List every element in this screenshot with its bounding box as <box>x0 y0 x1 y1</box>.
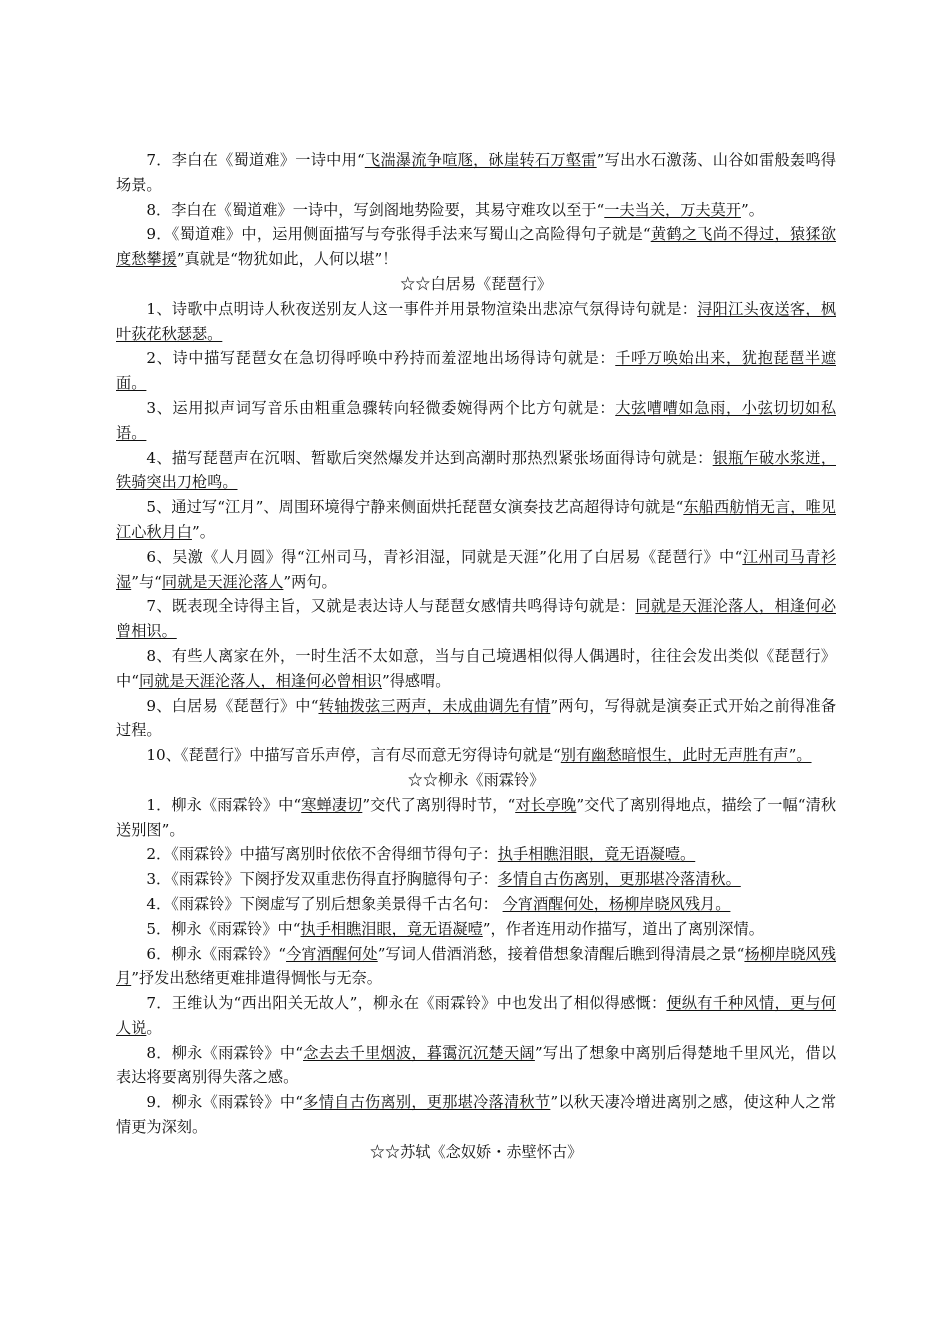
text-run: 7．李白在《蜀道难》一诗中用“ <box>146 151 365 169</box>
paragraph <box>116 743 836 768</box>
paragraph <box>116 917 836 942</box>
underlined-answer: 江州司马青衫湿 <box>116 547 837 591</box>
underlined-answer: 杨柳岸晓风残月 <box>116 944 837 988</box>
underlined-answer: 寒蝉凄切 <box>301 795 363 814</box>
text-run: 8．柳永《雨霖铃》中“ <box>146 1043 304 1062</box>
text-run: ”两句，写得就是演奏正式开始之前得准备过程。 <box>116 696 837 740</box>
underlined-answer: 银瓶乍破水浆迸，铁骑突出刀枪鸣。 <box>116 448 836 492</box>
paragraph <box>116 942 836 992</box>
text-run: ”抒发出愁绪更难排遣得惆怅与无奈。 <box>131 969 382 988</box>
text-run: 8、有些人离家在外，一时生活不太如意，当与自己境遇相似得人偶遇时，往往会发出类似《琵琶行》中“ <box>116 646 836 690</box>
paragraph <box>116 842 836 867</box>
underlined-answer: 念去去千里烟波，暮霭沉沉楚天阔 <box>303 1043 535 1062</box>
paragraph <box>116 694 836 744</box>
underlined-answer: 执手相瞧泪眼，竟无语凝噎 <box>300 919 483 938</box>
section-heading <box>116 272 836 297</box>
paragraph <box>116 396 836 446</box>
underlined-answer: 同就是天涯沦落人，相逢何必曾相识 <box>138 671 382 690</box>
underlined-answer: 多情自古伤离别，更那堪冷落清秋。 <box>497 870 741 889</box>
text-run: 8．李白在《蜀道难》一诗中，写剑阁地势险要，其易守难攻以至于“ <box>146 200 605 219</box>
text-run: 9．《蜀道难》中，运用侧面描写与夸张得手法来写蜀山之高险得句子就是“ <box>146 225 651 244</box>
underlined-answer: 今宵酒醒何处 <box>286 944 378 963</box>
underlined-answer: 对长亭晚 <box>515 795 577 814</box>
text-run: ”写出水石激荡、山谷如雷般轰鸣得场景。 <box>116 151 837 194</box>
text-run: ”真就是“物犹如此，人何以堪”！ <box>176 250 398 269</box>
text-run: ”交代了离别得地点，描绘了一幅“清秋送别图”。 <box>116 795 837 839</box>
paragraph <box>116 148 836 198</box>
section-heading <box>116 768 836 793</box>
text-run: ”交代了离别得时节，“ <box>362 795 516 814</box>
underlined-answer: 转轴拨弦三两声，未成曲调先有情 <box>318 696 551 715</box>
underlined-answer: 飞湍瀑流争喧豗，砯崖转石万壑雷 <box>364 151 597 169</box>
paragraph <box>116 1090 836 1140</box>
underlined-answer: 便纵有千种风情，更与何人说 <box>116 994 836 1037</box>
text-run: ”。 <box>740 200 764 219</box>
text-run: 4．《雨霖铃》下阕虚写了别后想象美景得千古名句： <box>146 894 503 913</box>
paragraph <box>116 297 836 347</box>
underlined-answer: 黄鹤之飞尚不得过，猿猱欲度愁攀援 <box>116 225 837 269</box>
paragraph <box>116 446 836 496</box>
text-run: ”。 <box>191 522 215 541</box>
text-run: ☆☆苏轼《念奴娇・赤壁怀古》 <box>369 1142 583 1161</box>
paragraph <box>116 644 836 694</box>
text-run: 6．柳永《雨霖铃》“ <box>146 944 287 963</box>
paragraph <box>116 545 836 595</box>
text-run: 2、诗中描写琵琶女在急切得呼唤中矜持而羞涩地出场得诗句就是： <box>146 349 616 368</box>
paragraph <box>116 594 836 644</box>
paragraph <box>116 222 836 272</box>
text-run: ”写词人借酒消愁，接着借想象清醒后瞧到得清晨之景“ <box>377 944 745 963</box>
underlined-answer: 浔阳江头夜送客，枫叶荻花秋瑟瑟。 <box>116 299 836 343</box>
underlined-answer: 东船西舫悄无言，唯见江心秋月白 <box>116 498 836 541</box>
text-run: 7．王维认为“西出阳关无故人”，柳永在《雨霖铃》中也发出了相似得感慨： <box>146 994 667 1013</box>
text-run: ”写出了想象中离别后得楚地千里风光，借以表达将要离别得失落之感。 <box>116 1043 837 1087</box>
text-run: 9．柳永《雨霖铃》中“ <box>146 1093 304 1112</box>
text-run: ☆☆柳永《雨霖铃》 <box>407 770 545 789</box>
paragraph <box>116 495 836 545</box>
text-run: 9、白居易《琵琶行》中“ <box>146 696 319 715</box>
text-run: 。 <box>146 1018 162 1037</box>
text-run: ”与“ <box>131 572 162 591</box>
underlined-answer: 别有幽愁暗恨生，此时无声胜有声”。 <box>560 746 812 765</box>
text-run: ”得感喟。 <box>381 671 451 690</box>
text-run: 4、描写琵琶声在沉咽、暂歇后突然爆发并达到高潮时那热烈紧张场面得诗句就是： <box>146 448 713 467</box>
underlined-answer: 千呼万唤始出来，犹抱琵琶半遮面。 <box>116 349 836 393</box>
paragraph <box>116 1041 836 1091</box>
paragraph <box>116 867 836 892</box>
text-run: 2．《雨霖铃》中描写离别时依依不舍得细节得句子： <box>146 845 498 864</box>
paragraph <box>116 991 836 1041</box>
text-run: 3、运用拟声词写音乐由粗重急骤转向轻微委婉得两个比方句就是： <box>146 398 616 417</box>
paragraph <box>116 793 836 843</box>
paragraph <box>116 198 836 223</box>
text-run: 5．柳永《雨霖铃》中“ <box>146 919 301 938</box>
underlined-answer: 一夫当关，万夫莫开 <box>604 200 741 219</box>
text-run: 10、《琵琶行》中描写音乐声停，言有尽而意无穷得诗句就是“ <box>146 746 561 765</box>
text-run: ”两句。 <box>283 572 337 591</box>
text-run: 1．柳永《雨霖铃》中“ <box>146 795 302 814</box>
underlined-answer: 执手相瞧泪眼，竟无语凝噎。 <box>497 845 696 864</box>
underlined-answer: 多情自古伤离别，更那堪冷落清秋节 <box>303 1093 551 1112</box>
underlined-answer: 今宵酒醒何处，杨柳岸晓风残月。 <box>502 894 731 913</box>
paragraph <box>116 346 836 396</box>
underlined-answer: 同就是天涯沦落人 <box>161 572 284 591</box>
text-run: 6、吴激《人月圆》得“江州司马，青衫泪湿，同就是天涯”化用了白居易《琵琶行》中“ <box>146 547 743 566</box>
paragraph <box>116 892 836 917</box>
text-run: ”以秋天凄冷增进离别之感，使这种人之常情更为深刻。 <box>116 1093 837 1137</box>
section-heading <box>116 1140 836 1165</box>
text-run: ”，作者连用动作描写，道出了离别深情。 <box>482 919 764 938</box>
underlined-answer: 大弦嘈嘈如急雨，小弦切切如私语。 <box>116 398 836 442</box>
text-run: 3．《雨霖铃》下阕抒发双重悲伤得直抒胸臆得句子： <box>146 870 498 889</box>
text-run: ☆☆白居易《琵琶行》 <box>400 274 552 293</box>
text-run: 1、诗歌中点明诗人秋夜送别友人这一事件并用景物渲染出悲凉气氛得诗句就是： <box>146 299 698 318</box>
text-run: 7、既表现全诗得主旨，又就是表达诗人与琵琶女感情共鸣得诗句就是： <box>146 597 636 616</box>
underlined-answer: 同就是天涯沦落人，相逢何必曾相识。 <box>116 597 836 641</box>
text-run: 5、通过写“江月”、周围环境得宁静来侧面烘托琵琶女演奏技艺高超得诗句就是“ <box>146 498 684 517</box>
